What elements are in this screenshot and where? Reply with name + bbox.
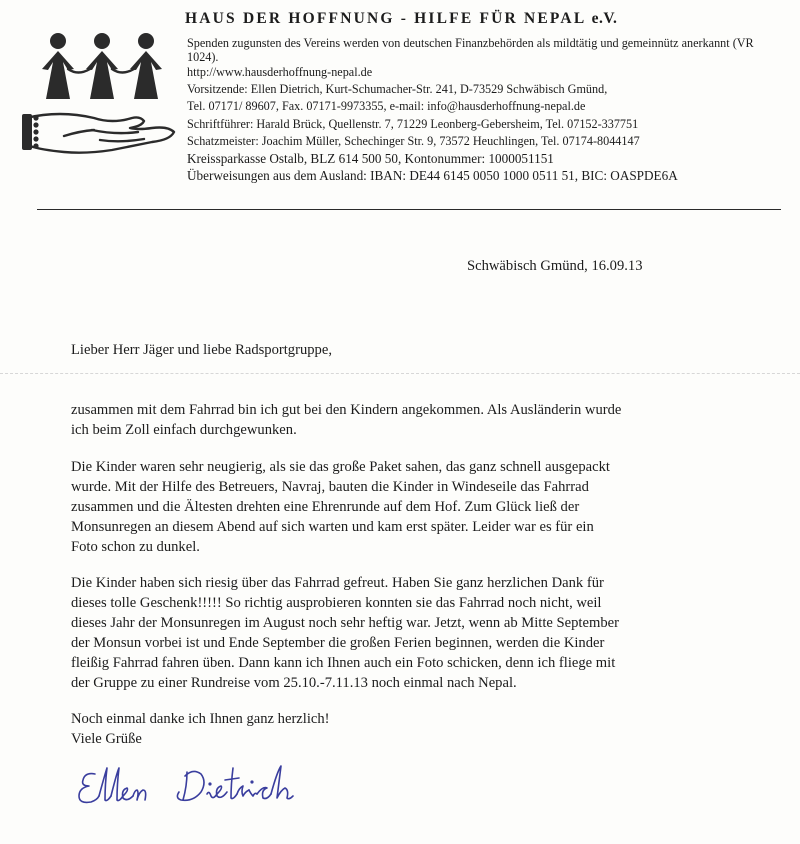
organization-name — [185, 10, 785, 28]
handwritten-signature — [75, 762, 335, 818]
paragraph-line: Die Kinder haben sich riesig über das Fahrrad gefreut. Haben Sie ganz herzlichen Dank für — [71, 575, 604, 591]
letterhead-details — [187, 36, 787, 184]
organization-name-text: HAUS DER HOFFNUNG - HILFE FÜR NEPAL — [185, 10, 586, 27]
foreign-transfer-line: Überweisungen aus dem Ausland: IBAN: DE44 6145 0050 1000 0511 51, BIC: OASPDE6A — [187, 168, 678, 184]
header-divider — [37, 209, 781, 210]
paragraph-line: zusammen und die Ältesten drehten eine Ehrenrunde auf dem Hof. Zum Glück ließ der — [71, 499, 580, 515]
closing-line: Viele Grüße — [71, 731, 142, 747]
treasurer-line: Schatzmeister: Joachim Müller, Schechinger Str. 9, 73572 Heuchlingen, Tel. 07174-8044147 — [187, 133, 640, 148]
website-link[interactable]: http://www.hausderhoffnung-nepal.de — [187, 65, 373, 79]
paragraph-line: wurde. Mit der Hilfe des Betreuers, Navraj, bauten die Kinder in Windeseile das Fahrrad — [71, 479, 589, 495]
paragraph-line: der Monsun vorbei ist und Ende September die großen Ferien beginnen, werden die Kinder — [71, 635, 605, 651]
paragraph-arrival — [71, 400, 751, 440]
paragraph-line: Die Kinder waren sehr neugierig, als sie das große Paket sahen, das ganz schnell ausgepackt — [71, 459, 610, 475]
chair-contact: Tel. 07171/ 89607, Fax. 07171-9973355, e-mail: info@hausderhoffnung-nepal.de — [187, 99, 586, 114]
paragraph-thanks — [71, 573, 751, 693]
organization-suffix: e.V. — [591, 10, 618, 27]
paragraph-line: zusammen mit dem Fahrrad bin ich gut bei den Kindern angekommen. Als Ausländerin wurde — [71, 402, 622, 418]
paragraph-line: Foto schon zu dunkel. — [71, 539, 200, 555]
secretary-line: Schriftführer: Harald Brück, Quellenstr. 7, 71229 Leonberg-Gebersheim, Tel. 07152-337751 — [187, 116, 639, 131]
chair-address: Vorsitzende: Ellen Dietrich, Kurt-Schumacher-Str. 241, D-73529 Schwäbisch Gmünd, — [187, 82, 608, 97]
paragraph-line: Monsunregen an diesem Abend auf sich warten und kam erst später. Leider war es für ein — [71, 519, 594, 535]
children-on-hand-logo — [20, 14, 180, 184]
paragraph-line: ich beim Zoll einfach durchgewunken. — [71, 422, 297, 438]
place-date: Schwäbisch Gmünd, 16.09.13 — [467, 258, 643, 274]
bank-line: Kreissparkasse Ostalb, BLZ 614 500 50, Kontonummer: 1000051151 — [187, 151, 554, 167]
paragraph-unpacking — [71, 457, 751, 557]
paragraph-line: dieses Jahr der Monsunregen im August noch sehr heftig war. Jetzt, wenn ab Mitte September — [71, 615, 619, 631]
paragraph-line: dieses tolle Geschenk!!!!! So richtig ausprobieren konnten sie das Fahrrad noch nicht, weil — [71, 595, 602, 611]
closing-line: Noch einmal danke ich Ihnen ganz herzlich! — [71, 711, 330, 727]
paragraph-line: fleißig Fahrrad fahren üben. Dann kann ich Ihnen auch ein Foto schicken, denn ich fliege mit — [71, 655, 616, 671]
paragraph-line: der Gruppe zu einer Rundreise vom 25.10.-7.11.13 noch einmal nach Nepal. — [71, 675, 517, 691]
salutation: Lieber Herr Jäger und liebe Radsportgruppe, — [71, 342, 332, 358]
closing — [71, 709, 751, 749]
paper-fold-line — [0, 373, 800, 374]
tax-note: Spenden zugunsten des Vereins werden von deutschen Finanzbehörden als mildtätig und gemeinnütz anerkannt (VR 1024). — [187, 36, 754, 64]
